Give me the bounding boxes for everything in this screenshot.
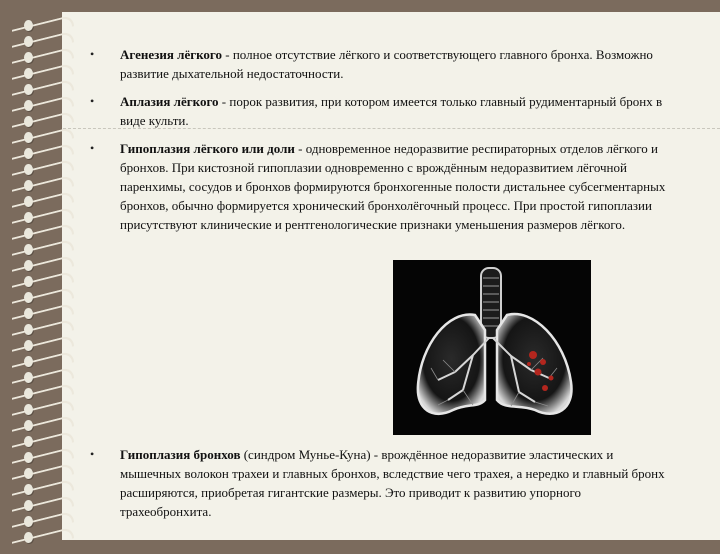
list-item-aplasia [120,92,675,130]
desc-aplasia: - порок развития, при котором имеется только главный рудиментарный бронх в виде культи. [120,94,663,128]
list-item-hypoplasia-bronchi [120,445,675,521]
bullet-2: • [90,94,95,108]
term-aplasia: Аплазия лёгкого [120,94,219,109]
term-agenesis: Агенезия лёгкого [120,47,223,62]
list-item-hypoplasia-lung [120,139,675,234]
desc-agenesis: - полное отсутствие лёгкого и соответствующего главного бронха. Возможно развитие дыхательной недостаточности. [120,47,653,81]
bullet-1: • [90,47,95,61]
lungs-svg [393,260,591,435]
desc-hypoplasia-bronchi: (синдром Мунье-Куна) - врождённое недоразвитие эластических и мышечных волокон трахеи и главных бронхов, вследствие чего трахея, а нередко и главный бронх расширяются, приобретая гигантские размеры. Это приводит к развитию упорного трахеобронхита. [120,447,665,519]
list-item-agenesis [120,45,675,83]
lungs-xray-image [393,260,591,435]
term-hypoplasia-bronchi: Гипоплазия бронхов [120,447,241,462]
term-hypoplasia-lung: Гипоплазия лёгкого или доли [120,141,295,156]
desc-hypoplasia-lung: - одновременное недоразвитие респираторных отделов лёгкого и бронхов. При кистозной гипоплазии одновременно с врождённым недоразвитием лёгочной паренхимы, сосудов и бронхов формируются бронхогенные полости дистальнее субсегментарных бронхов, обычно формируется хронический бронхолёгочный процесс. При простой гипоплазии присутствуют клинические и рентгенологические признаки уменьшения размеров лёгкого. [120,141,666,232]
bullet-4: • [90,447,95,461]
bullet-3: • [90,141,95,155]
